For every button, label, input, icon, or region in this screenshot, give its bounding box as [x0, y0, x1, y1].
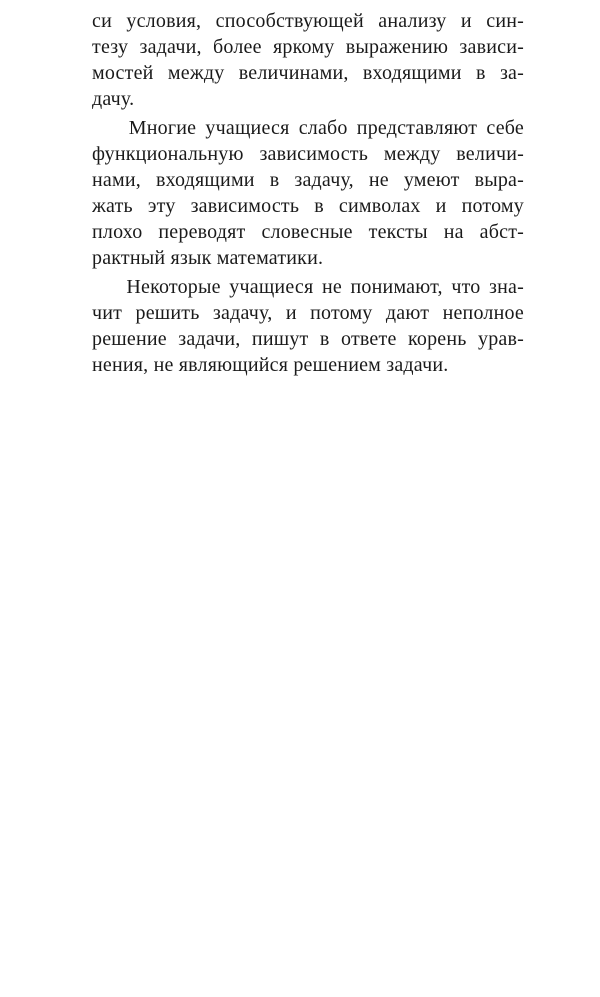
text-line: функциональную зависимость между величи-	[92, 143, 524, 165]
body-text	[92, 8, 524, 381]
text-line: си условия, способствующей анализу и син-	[92, 10, 524, 32]
paragraph-1	[92, 8, 524, 112]
text-line: мостей между величинами, входящими в за-	[92, 62, 524, 84]
text-line: жать эту зависимость в символах и потому	[92, 195, 524, 217]
text-line: Некоторые учащиеся не понимают, что зна-	[92, 276, 524, 298]
paragraph-2	[92, 115, 524, 271]
paragraph-3	[92, 274, 524, 378]
text-line: плохо переводят словесные тексты на абст-	[92, 221, 524, 243]
text-line: нами, входящими в задачу, не умеют выра-	[92, 169, 524, 191]
text-line: рактный язык математики.	[92, 247, 324, 269]
text-line: дачу.	[92, 88, 135, 110]
text-line: чит решить задачу, и потому дают неполное	[92, 302, 524, 324]
text-line: решение задачи, пишут в ответе корень урав-	[92, 328, 524, 350]
text-line: Многие учащиеся слабо представляют себе	[92, 117, 524, 139]
text-line: нения, не являющийся решением задачи.	[92, 354, 449, 376]
text-line: тезу задачи, более яркому выражению зависи-	[92, 36, 524, 58]
